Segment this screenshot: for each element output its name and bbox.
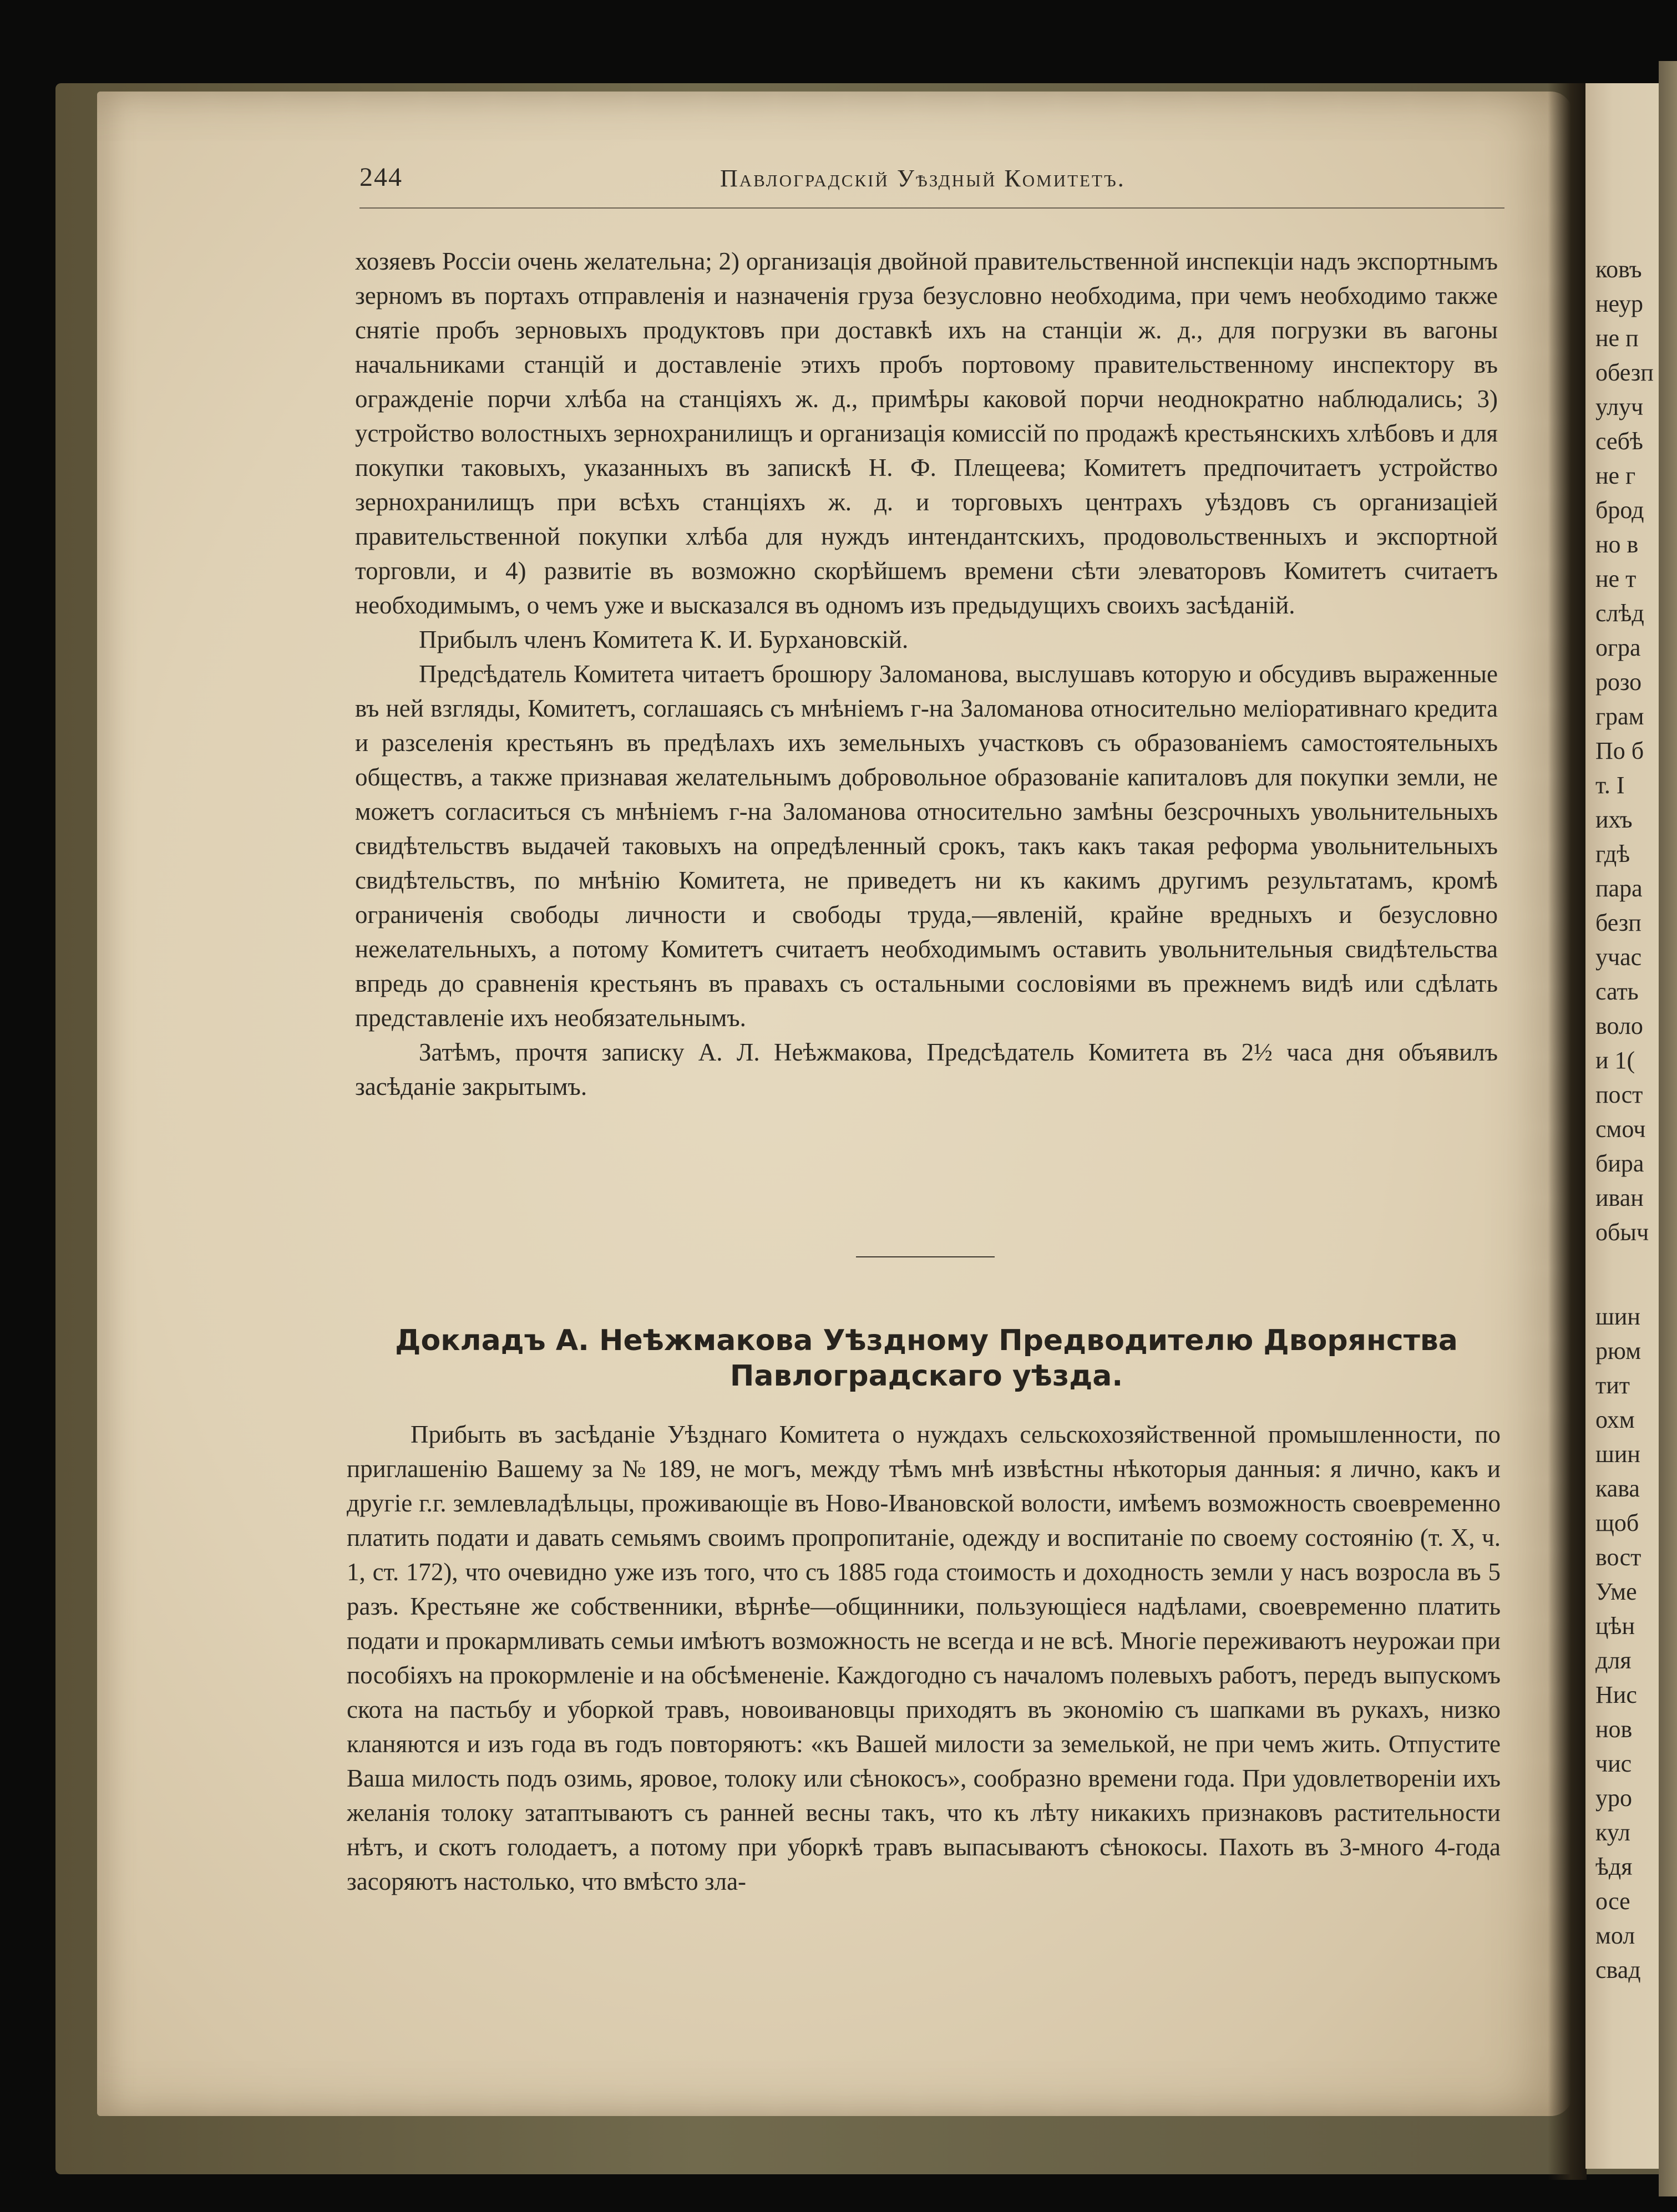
book-edge — [1659, 61, 1677, 2196]
facing-page-fragment: шин — [1595, 1303, 1640, 1330]
facing-page-fragment: бира — [1595, 1150, 1644, 1177]
facing-page-fragment: смоч — [1595, 1115, 1646, 1143]
book-gutter — [1548, 83, 1587, 2180]
facing-page-fragment: уро — [1595, 1784, 1632, 1812]
facing-page-fragment: обезп — [1595, 359, 1654, 386]
facing-page-fragment: нов — [1595, 1716, 1633, 1743]
facing-page-fragment: т. I — [1595, 772, 1625, 799]
facing-page-fragment: для — [1595, 1647, 1632, 1674]
facing-page-fragment: свад — [1595, 1956, 1641, 1983]
facing-page-fragment: иван — [1595, 1184, 1644, 1211]
facing-page-fragment: пара — [1595, 875, 1643, 902]
facing-page-fragment: ковъ — [1595, 256, 1642, 283]
facing-page-fragment: кава — [1595, 1475, 1640, 1502]
running-title: Павлоградскій Уѣздный Комитетъ. — [720, 165, 1126, 192]
facing-page-fragment: мол — [1595, 1922, 1635, 1949]
facing-page-fragment: гдѣ — [1595, 840, 1630, 867]
section-title-line: Докладъ А. Неѣжмакова Уѣздному Предводителю Дворянства — [395, 1324, 1458, 1357]
facing-page-fragment: огра — [1595, 634, 1641, 661]
section-divider — [856, 1256, 995, 1257]
facing-page-fragment: воло — [1595, 1012, 1643, 1039]
facing-page-fragment: По б — [1595, 737, 1644, 764]
section-title — [347, 1323, 1506, 1394]
facing-page-fragment: ѣдя — [1595, 1853, 1633, 1880]
facing-page-fragment: ихъ — [1595, 806, 1633, 833]
facing-page-fragment: Нис — [1595, 1681, 1637, 1708]
facing-page-fragment: улуч — [1595, 393, 1644, 420]
facing-page-fragment: сать — [1595, 978, 1639, 1005]
facing-page-fragment: щоб — [1595, 1509, 1639, 1536]
header-rule — [359, 207, 1504, 209]
facing-page-fragment: не т — [1595, 565, 1637, 592]
section-title-line: Павлоградскаго уѣзда. — [729, 1359, 1123, 1393]
facing-page-fragment: рюм — [1595, 1337, 1641, 1364]
facing-page-fragment: цѣн — [1595, 1612, 1635, 1640]
facing-page-fragment: кул — [1595, 1819, 1630, 1846]
facing-page-fragment: вост — [1595, 1544, 1641, 1571]
facing-page-fragment: неур — [1595, 290, 1643, 317]
facing-page-fragment: себѣ — [1595, 428, 1643, 455]
paragraph: Затѣмъ, прочтя записку А. Л. Неѣжмакова, Предсѣдатель Комитета въ 2½ часа дня объявилъ засѣданіе закрытымъ. — [355, 1038, 1498, 1100]
facing-page-fragment: пост — [1595, 1081, 1643, 1108]
facing-page-fragment: тит — [1595, 1372, 1630, 1399]
facing-page-fragment: не г — [1595, 462, 1636, 489]
facing-page-fragment: шин — [1595, 1440, 1640, 1468]
paragraph: Предсѣдатель Комитета читаетъ брошюру Заломанова, выслушавъ которую и обсудивъ выраженные въ ней взгляды, Комитетъ, соглашаясь съ мнѣніемъ г-на Заломанова относительно меліоративнаго кредита и разселенія крестьянъ въ предѣлахъ ихъ земельныхъ участковъ съ образованіемъ самостоятельныхъ обществъ, а также признавая желательнымъ добровольное образованіе капиталовъ для покупки земли, не можетъ согласиться съ мнѣніемъ г-на Заломанова относительно замѣны безсрочныхъ увольнительныхъ свидѣтельствъ выдачей таковыхъ на опредѣленный срокъ, такъ какъ такая реформа увольнительныхъ свидѣтельствъ, по мнѣнію Комитета, не приведетъ ни къ какимъ другимъ результатамъ, кромѣ ограниченія свободы личности и свободы труда,—явленій, крайне вредныхъ и безусловно нежелательныхъ, а потому Комитетъ считаетъ необходимымъ оставить увольнительныя свидѣтельства впредь до сравненія крестьянъ въ правахъ съ остальными сословіями въ прежнемъ видѣ или сдѣлать представленіе ихъ необязательнымъ. — [355, 660, 1498, 1032]
facing-page-fragment: грам — [1595, 703, 1644, 730]
page-header — [359, 162, 1504, 201]
facing-page-fragment: слѣд — [1595, 600, 1644, 627]
upper-text-block — [355, 244, 1498, 1104]
facing-page-fragment: розо — [1595, 668, 1642, 696]
facing-page-fragment: осе — [1595, 1888, 1630, 1915]
facing-page-fragment: безп — [1595, 909, 1641, 936]
facing-page-fragment: брод — [1595, 496, 1644, 524]
paragraph: Прибылъ членъ Комитета К. И. Бурхановскій. — [419, 626, 909, 653]
page-number: 244 — [359, 163, 403, 192]
facing-page-fragment: учас — [1595, 943, 1642, 971]
paragraph: Прибыть въ засѣданіе Уѣзднаго Комитета о нуждахъ сельскохозяйственной промышленности, по приглашенію Вашему за № 189, не могъ, между тѣмъ мнѣ извѣстны нѣкоторыя данныя: я лично, какъ и другіе г.г. землевладѣльцы, проживающіе въ Ново-Ивановской волости, имѣемъ возможность своевременно платить подати и давать семьямъ своимъ пропропитаніе, одежду и воспитаніе по своему состоянію (т. X, ч. 1, ст. 172), что очевидно уже изъ того, что съ 1885 года стоимость и доходность земли у насъ возросла въ 5 разъ. Крестьяне же собственники, вѣрнѣе—общинники, пользующіеся надѣлами, своевременно платить подати и прокармливать семьи имѣютъ возможность не всегда и не всѣ. Многіе переживаютъ неурожаи при пособіяхъ на прокормленіе и на обсѣмененіе. Каждогодно съ началомъ полевыхъ работъ, передъ выпускомъ скота на пастьбу и уборкой травъ, новоивановцы приходятъ въ экономію съ шапками въ рукахъ, низко кланяются и изъ года въ годъ повторяютъ: «къ Вашей милости за земелькой, не при чемъ жить. Отпустите Ваша милость подъ озимь, яровое, толоку или сѣнокосъ», сообразно времени года. При удовлетвореніи ихъ желанія толоку затаптываютъ съ ранней весны такъ, что къ лѣту никакихъ признаковъ растительности нѣтъ, и скотъ голодаетъ, а потому при уборкѣ травъ выпасываютъ сѣнокосы. Пахоть въ 3-много 4-года засоряютъ настолько, что вмѣсто зла- — [347, 1420, 1501, 1895]
facing-page-fragment: но в — [1595, 531, 1639, 558]
facing-page-fragment: охм — [1595, 1406, 1635, 1433]
paragraph: хозяевъ Россіи очень желательна; 2) организація двойной правительственной инспекціи надъ экспортнымъ зерномъ въ портахъ отправленія и назначенія груза безусловно необходима, при чемъ необходимо также снятіе пробъ зерновыхъ продуктовъ при доставкѣ ихъ на станціи ж. д., для погрузки въ вагоны начальниками станцій и доставленіе этихъ пробъ портовому правительственному инспектору въ огражденіе порчи хлѣба на станціяхъ ж. д., примѣры каковой порчи неоднократно наблюдались; 3) устройство волостныхъ зернохранилищъ и организація комиссій по продажѣ крестьянскихъ хлѣбовъ и для покупки таковыхъ, указанныхъ въ запискѣ Н. Ф. Плещеева; Комитетъ предпочитаетъ устройство зернохранилищъ при всѣхъ станціяхъ ж. д. и торговыхъ центрахъ уѣздовъ съ организаціей правительственной покупки хлѣба для нуждъ интендантскихъ, продовольственныхъ и экспортной торговли, и 4) развитіе въ возможно скорѣйшемъ времени сѣти элеваторовъ Комитетъ считаетъ необходимымъ, о чемъ уже и высказался въ одномъ изъ предыдущихъ своихъ засѣданій. — [355, 247, 1498, 619]
section-text-block — [347, 1417, 1501, 1899]
facing-page-fragment: чис — [1595, 1750, 1632, 1777]
facing-page-fragment: обыч — [1595, 1219, 1649, 1246]
facing-page-fragment: и 1( — [1595, 1047, 1635, 1074]
facing-page-fragment: Уме — [1595, 1578, 1637, 1605]
facing-page-fragment: не п — [1595, 324, 1639, 352]
